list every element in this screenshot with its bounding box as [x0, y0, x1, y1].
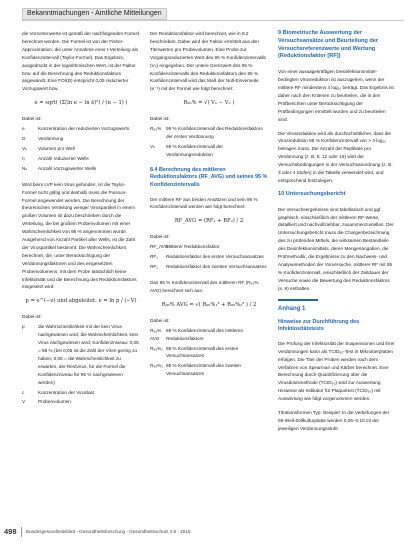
- def-text: Konzentration der reduzierten Vorzugswerts: [38, 126, 130, 132]
- def-text: 95 % Konfidenzintervall des Reduktionsfaktors der ersten Verdünnung: [166, 126, 263, 140]
- def-symbol: n: [22, 155, 25, 161]
- appendix-heading: Anhang 1: [278, 305, 306, 312]
- page-footer: [0, 526, 413, 540]
- def-symbol: e: [22, 126, 25, 132]
- column-right: [278, 30, 396, 439]
- definition-item: [150, 327, 268, 343]
- divider: [278, 299, 318, 301]
- def-text: Anzahl Vorzugswerter Wells: [38, 165, 97, 171]
- definition-item: [22, 165, 140, 173]
- paragraph: Der Reduktionsfaktor wird berechnet, wie in 8.2 beschrieben. Dabei wird der Faktor ermittelt aus den Titerwerten pro Probevolumen. Eine Probe zur Vorgangsreduzierten Wert des 95 % Konfidenzintervalls (Vₙ) eingegeben. Der untere Grenzwert des 95 % Konfidenzintervalls des Reduktionsfaktors den 95 % Konfidenzintervall wird das Maß der Null-Einverseite (e⁻¹) mit der Formel wie folgt berechnet:: [150, 31, 266, 92]
- definition-item: [150, 243, 268, 251]
- def-text: Reduktionsfaktor des zweiten Versuchsansatzes: [166, 264, 267, 270]
- formula: R₉₅% AVG = √( R₉₅%₁² + R₉₅%₂² ) / 2: [161, 301, 257, 308]
- divider: [21, 527, 22, 537]
- section-tag: Bekanntmachungen - Amtliche Mitteilungen: [22, 8, 167, 20]
- def-text: Probenvolumen: [38, 399, 71, 405]
- def-symbol: RF_AVG: [150, 244, 169, 250]
- def-text: 95 % Konfidenzintervall des zweiten Versuchsansatzes: [166, 363, 242, 377]
- def-text: 95 % Konfidenzintervall der Verdünnungsreduktion: [166, 143, 224, 157]
- def-text: die Wahrscheinlichkeit mit der kein Virus nachgewiesen wird; die Wahrscheinlichkeit, kein Virus nachgewiesen wird; Konfidenzniveau: 0,05 = 95 % (bei 0,05 ist die Zahl der Viren gering zu haben; 0,05 = die Wahrscheinlichkeit zu erwarten, der Restvirus, für die Formel die Konfidenzniveau für 95 % nachgewiesen werden): [38, 324, 139, 385]
- def-text: Anzahl reduzierter Wells: [38, 155, 89, 161]
- def-symbol: RF₁: [150, 254, 158, 260]
- formula: p = e^(−ν) und abgeleitet: ν = ln p / (−V): [25, 298, 137, 305]
- definition-item: [22, 323, 140, 386]
- paragraph: Titrationsformen Typ: Beispiel: In die Vertiefungen der 96-Well-Zellkulturplatte werden 0,05–0,10 ml der jeweiligen Verdünnungsstufe: [278, 410, 390, 431]
- formula: e = sqrt( (Σ(ln e − ln ē)²) / (n − 1) ): [34, 100, 128, 107]
- def-text: Volumen pro Well: [38, 145, 75, 151]
- def-symbol: V: [22, 399, 26, 405]
- column-middle: [150, 30, 268, 380]
- definition-item: [150, 125, 268, 141]
- def-symbol: D: [22, 136, 26, 142]
- def-text: Verdünnung: [38, 136, 64, 142]
- subsection-heading: Hinweise zur Durchführung des Infektiositätstests: [278, 318, 360, 333]
- def-symbol: Vₙ: [22, 145, 27, 151]
- dabei-label: Dabei ist:: [150, 116, 170, 122]
- paragraph: die Vorsortenwerte ist gemäß der nachfolgenden Formel berechnet werden. Die Formel ist von der Fisher-Approximation, die unter Annahme einer t-Verteilung als Konfidenzintervall (Taylor-Formel). Das Ergebnis, ausgedrückt in der logarithmischen Wert, ist der Faktor bzw. auf die Berechnung des Reduktionsfaktors angewandt. Eine FOI(D) entspricht 0,05 reduzierter Vorzugswert bzw.: [22, 31, 139, 92]
- def-text: 95 % Konfidenzintervall des ersten Versuchsansatzes: [166, 345, 239, 359]
- journal-citation: Bundesgesundheitsblatt - Gesundheitsforschung - Gesundheitsschutz 4-5 · 2015: [26, 529, 191, 534]
- subsection-heading: 8.4 Berechnung des mittleren Reduktionsfaktors (RF_AVG) und seines 95 % Konfidenzintervalls: [150, 166, 268, 188]
- definition-item: [22, 125, 140, 133]
- dabei-label: Dabei ist:: [22, 116, 42, 122]
- definition-item: [150, 345, 268, 361]
- definition-item: [22, 389, 140, 397]
- definition-item: [150, 143, 268, 159]
- section-heading: 10 Untersuchungsbericht: [278, 190, 346, 197]
- definition-item: [22, 155, 140, 163]
- paragraph: Wird beim LVP kein Virus gefunden, ist die Taylor-Formel nicht gültig und deshalb muss die Poisson-Formel angewendet werden. Die Berechnung der theoretischen Verteilung wenger Viruspartikel in einem großen Volumen ist dazu beschrieben durch die Verteilung, die bei großem Probenvolumen mit einer Wahrscheinlichkeit von 95 % angenommen wurde. Ausgehend von Anzahl Partikel aller Wells, ist die Zahl der Viruspartikel bestimmt. Die Wahrscheinlichkeit berechnet, die, unter Berücksichtigung der Verdünnungsfaktoren und des eingesetzten Probenvolumens, mit dem Probe tatsächlich keine Infektiösität und die Berechnung des Reduktionsfaktors eingesetzt wird:: [22, 181, 137, 290]
- def-text: Konzentration der Viruslast: [38, 389, 95, 395]
- dabei-label: Dabei ist:: [150, 234, 170, 240]
- paragraph: Die Prüfung der Infektiosität der Suspensionen und ihrer Verdünnungen kann als TCID₅₀-Test in Mikrotiterplatten erfolgen. Die Titer der Proben werden nach dem Verfahren von Spearman und Kärber berechnet. Eine Berechnung durch Quantifizierung über die Virusdosismethode (TCID₅₀) wird zur Auswertung Hinweise als Indikator für Plaquetest (TCID₅₀) mit Auswertung wie folgt vorgenommen werden.: [278, 340, 395, 402]
- paragraph: Die Versuchsergebnisse sind tabellarisch und ggf. graphisch, einschließlich der mittleren RF-Werte, detailliert und nachvollziehbar, zusammenzustellen. Der Untersuchungsbericht muss die Chargenbezeichnung des zu prüfenden Mittels, die wirksamen Bestandteile des Desinfektionsmittels, deren Mengenangaben, die Prüfmethodik, die Ergebnisse zu den Nachweis- und Analysemethoden der Vorversuche, mittlerer RF mit 95 % Konfidenzintervall, einschließlich der Zeitdauer der Versuche sowie die Bewertung des Reduktionsfaktors (s. 9) enthalten.: [278, 206, 394, 291]
- def-symbol: Vₙ: [150, 143, 155, 149]
- def-symbol: p: [22, 324, 25, 330]
- def-symbol: R₉₅%₂: [150, 363, 164, 369]
- def-text: Mittlerer Reduktionsfaktor: [166, 244, 220, 250]
- paragraph: Der mittlere RF aus beiden Ansätzen und sein 95 % Konfidenzintervall werden wie folgt berechnet:: [150, 196, 258, 210]
- column-left: [22, 30, 140, 408]
- def-symbol: Nₙ: [22, 165, 28, 171]
- page-number: 498: [4, 527, 17, 536]
- paragraph: Die Virusreduktion wird als durchschnittlicher, dass die Virusreduktion 95 % Konfidenzintervall von > 4 log₁₀ betragen muss. Die Anzahl der Replikate pro Verdünnung (z. B. 8, 12 oder 16) wird der Versuchsbedingungen in der Versuchsanordnung (z. B. 3 oder 4 Stufen) in die Tabelle verwendet wird, und entsprechend festzulegen.: [278, 130, 393, 183]
- page-header: [22, 8, 404, 21]
- def-symbol: RF₂: [150, 264, 159, 270]
- def-symbol: R₉₅%: [150, 126, 162, 132]
- dabei-label: Dabei ist:: [22, 314, 42, 320]
- def-symbol: R₉₅% AVG: [150, 327, 162, 341]
- def-symbol: R₉₅%₁: [150, 345, 163, 351]
- paragraph: Von einer aussagekräftigen Desinfektionsmittel-bedingten Virusreduktion ist auszugehen, wenn der mittlere RF mindestens 4 log₁₀ beträgt. Das Ergebnis ist daher nach den Kriterien zu beurteilen, die in den Prüfberichten unter Berücksichtigung der Prüfbedingungen ermittelt wurden und zu beurteilen sind.: [278, 69, 394, 122]
- definition-item: [22, 398, 140, 406]
- definition-item: [22, 145, 140, 153]
- section-heading: 9 Biometrische Auswertung der Versuchsansätze und Beurteilung der Versuchsreferenzwerte und Wertung (Reduktionsfaktor [RF]): [278, 30, 379, 60]
- formula: RF_AVG = (RF₁ + RF₂) / 2: [174, 218, 244, 225]
- definition-item: [22, 135, 140, 143]
- definition-item: [150, 362, 268, 378]
- def-text: Reduktionsfaktor des ersten Versuchsansatzes: [166, 254, 264, 260]
- paragraph: Das 95 % Konfidenzintervall des mittleren RF (R₉₅% AVG) berechnet sich aus:: [150, 280, 259, 293]
- definition-item: [150, 253, 268, 261]
- dabei-label: Dabei ist:: [150, 317, 170, 323]
- def-symbol: c: [22, 389, 25, 395]
- definition-item: [150, 263, 268, 271]
- def-text: 95 % Konfidenzintervall des mittleren Reduktionsfaktors: [166, 327, 244, 341]
- formula: R₉₅% = √( Vₙ − Vₙ ): [183, 100, 235, 107]
